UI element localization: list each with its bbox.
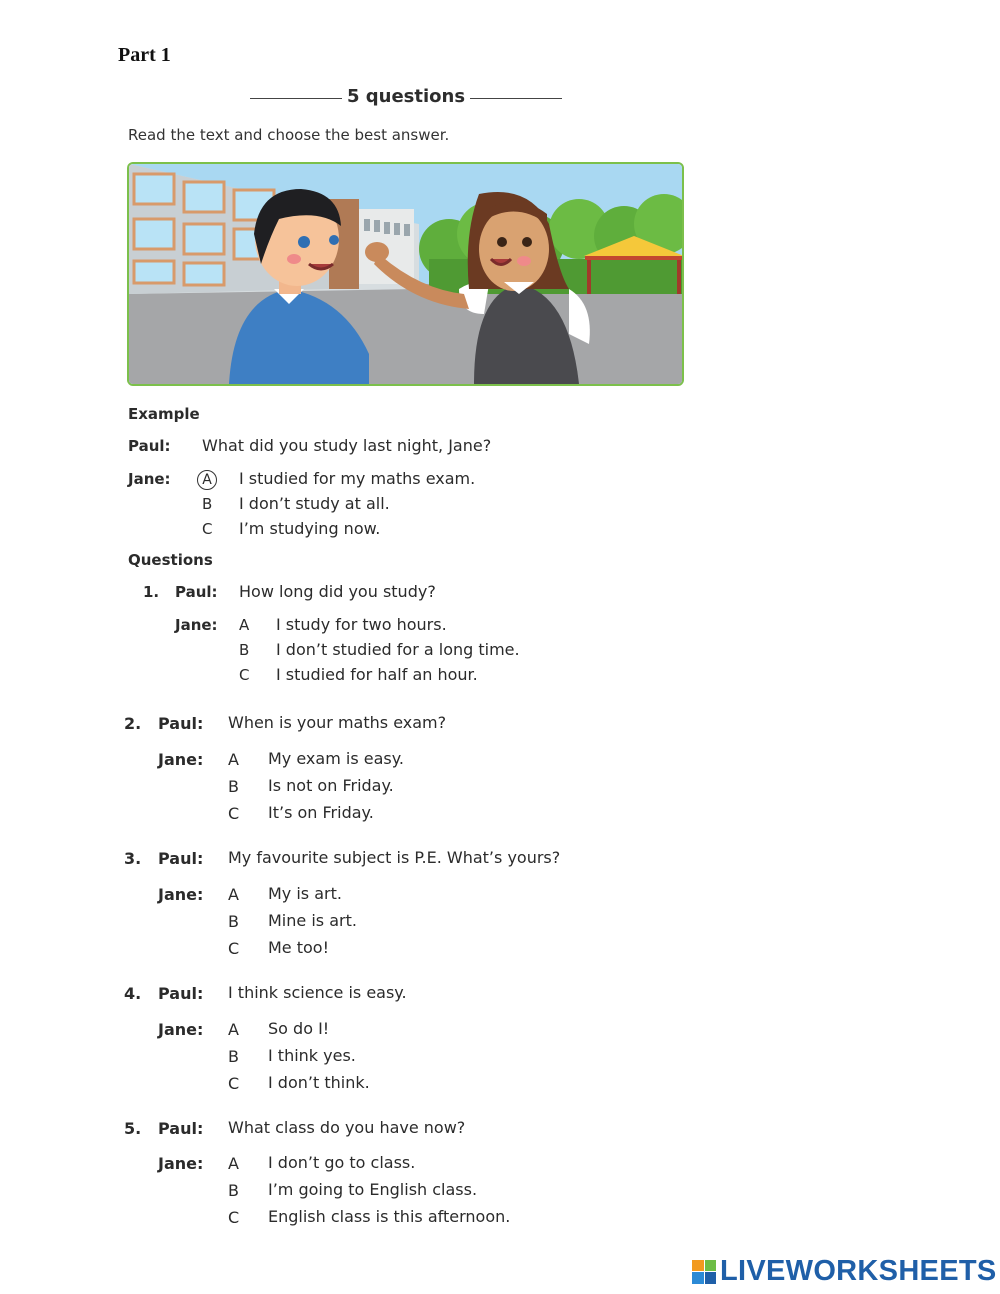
liveworksheets-mark-icon [692,1260,716,1284]
questions-label: Questions [128,551,213,569]
q2-paul-text: When is your maths exam? [228,713,447,732]
liveworksheets-logo [692,1255,997,1288]
questions-heading [250,86,562,110]
q1-option-c-letter[interactable]: C [239,666,250,684]
q5-option-c-text[interactable]: English class is this afternoon. [268,1207,511,1226]
q2-option-c-text[interactable]: It’s on Friday. [268,803,374,822]
q4-paul-label: Paul: [158,984,204,1003]
q1-number: 1. [143,583,160,601]
q3-jane-label: Jane: [158,885,204,904]
q5-number: 5. [124,1119,142,1138]
q3-paul-text: My favourite subject is P.E. What’s yours? [228,848,561,867]
q3-paul-label: Paul: [158,849,204,868]
q4-paul-text: I think science is easy. [228,983,407,1002]
q2-option-a-letter[interactable]: A [228,750,239,769]
heading-rule-right [470,98,562,99]
q4-option-c-text[interactable]: I don’t think. [268,1073,370,1092]
q1-option-c-text[interactable]: I studied for half an hour. [276,665,478,684]
q3-number: 3. [124,849,142,868]
example-option-c-letter: C [202,520,213,538]
part-title: Part 1 [118,44,171,66]
q4-option-a-text[interactable]: So do I! [268,1019,330,1038]
q1-option-b-letter[interactable]: B [239,641,250,659]
q1-paul-label: Paul: [175,583,218,601]
q1-option-a-text[interactable]: I study for two hours. [276,615,447,634]
q4-option-a-letter[interactable]: A [228,1020,239,1039]
q3-option-a-text[interactable]: My is art. [268,884,342,903]
heading-text: 5 questions [346,86,466,107]
example-option-a-letter: A [197,470,217,490]
q3-option-b-text[interactable]: Mine is art. [268,911,357,930]
q3-option-c-letter[interactable]: C [228,939,240,958]
example-option-a[interactable] [197,469,217,490]
example-option-c-text: I’m studying now. [239,519,381,538]
q5-option-b-text[interactable]: I’m going to English class. [268,1180,478,1199]
q3-option-c-text[interactable]: Me too! [268,938,329,957]
q3-option-b-letter[interactable]: B [228,912,239,931]
q1-option-b-text[interactable]: I don’t studied for a long time. [276,640,520,659]
instructions: Read the text and choose the best answer. [128,126,450,144]
example-jane-label: Jane: [128,470,171,488]
example-option-b-letter: B [202,495,213,513]
q5-option-a-text[interactable]: I don’t go to class. [268,1153,416,1172]
q4-jane-label: Jane: [158,1020,204,1039]
logo-text: LIVEWORKSHEETS [720,1255,997,1287]
q5-option-b-letter[interactable]: B [228,1181,239,1200]
q4-option-b-letter[interactable]: B [228,1047,239,1066]
q4-number: 4. [124,984,142,1003]
q4-option-c-letter[interactable]: C [228,1074,240,1093]
q2-paul-label: Paul: [158,714,204,733]
q5-option-a-letter[interactable]: A [228,1154,239,1173]
q2-option-b-letter[interactable]: B [228,777,239,796]
q1-paul-text: How long did you study? [239,582,436,601]
q2-number: 2. [124,714,142,733]
example-option-a-text: I studied for my maths exam. [239,469,476,488]
q2-option-b-text[interactable]: Is not on Friday. [268,776,394,795]
example-paul-label: Paul: [128,437,171,455]
example-label: Example [128,405,200,423]
q3-option-a-letter[interactable]: A [228,885,239,904]
q2-option-a-text[interactable]: My exam is easy. [268,749,404,768]
q4-option-b-text[interactable]: I think yes. [268,1046,356,1065]
q5-paul-text: What class do you have now? [228,1118,466,1137]
example-option-b-text: I don’t study at all. [239,494,390,513]
example-paul-text: What did you study last night, Jane? [202,436,492,455]
q2-option-c-letter[interactable]: C [228,804,240,823]
q1-jane-label: Jane: [175,616,218,634]
q5-option-c-letter[interactable]: C [228,1208,240,1227]
q5-jane-label: Jane: [158,1154,204,1173]
school-scene-illustration [129,164,682,384]
illustration [127,162,684,386]
q2-jane-label: Jane: [158,750,204,769]
q1-option-a-letter[interactable]: A [239,616,250,634]
q5-paul-label: Paul: [158,1119,204,1138]
